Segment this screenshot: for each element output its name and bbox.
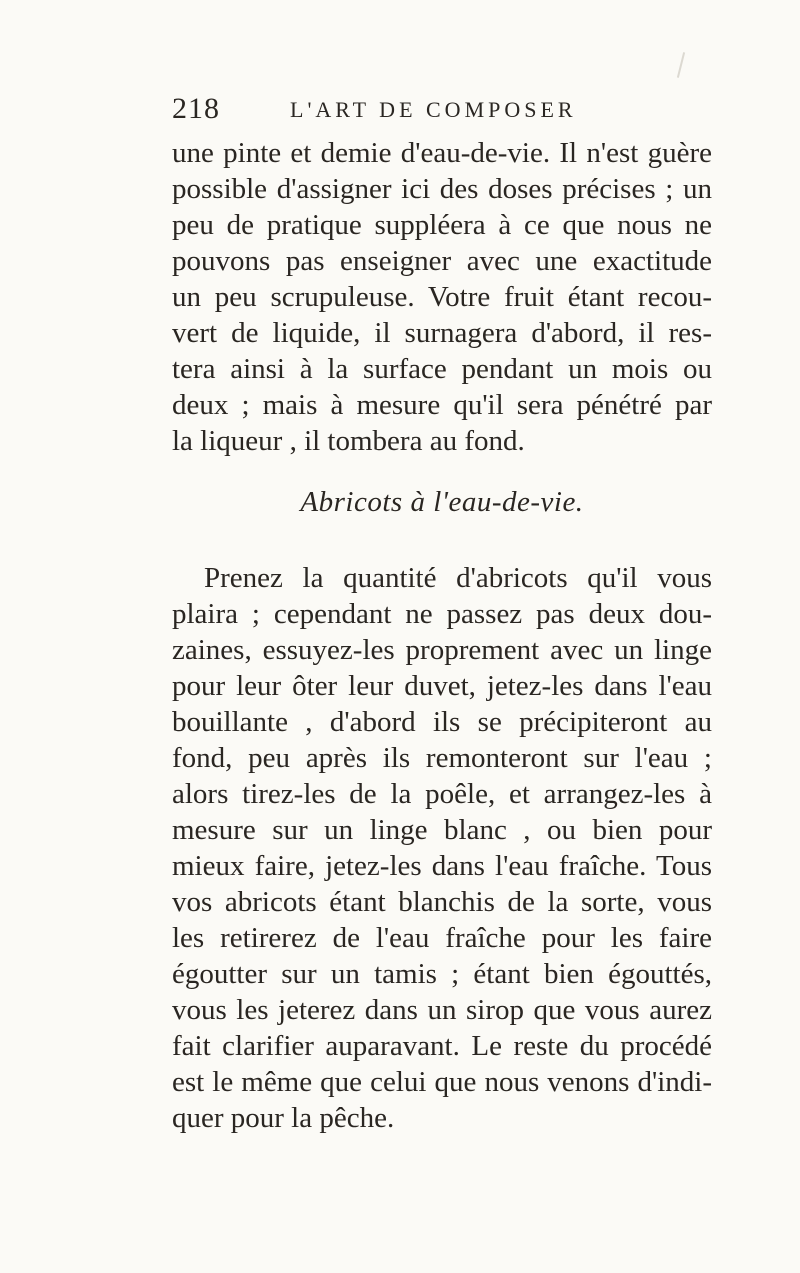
text-line: pour leur ôter leur duvet, jetez-les dans l'eau: [172, 670, 712, 702]
text-line: égoutter sur un tamis ; étant bien égouttés,: [172, 958, 712, 990]
running-head: [172, 92, 712, 126]
text-line: peu de pratique suppléera à ce que nous ne: [172, 209, 712, 241]
section-heading: Abricots à l'eau-de-vie.: [300, 486, 584, 518]
text-line: alors tirez-les de la poêle, et arrangez-les à: [172, 778, 712, 810]
text-line: mieux faire, jetez-les dans l'eau fraîche. Tous: [172, 850, 712, 882]
text-line: deux ; mais à mesure qu'il sera pénétré par: [172, 389, 712, 421]
text-line: la liqueur , il tombera au fond.: [172, 425, 525, 457]
text-line: bouillante , d'abord ils se précipiteront au: [172, 706, 712, 738]
text-line: vous les jeterez dans un sirop que vous aurez: [172, 994, 712, 1026]
text-line: zaines, essuyez-les proprement avec un linge: [172, 634, 712, 666]
page-number: 218: [172, 92, 220, 125]
text-line: est le même que celui que nous venons d'indi-: [172, 1066, 712, 1098]
text-line: quer pour la pêche.: [172, 1102, 395, 1134]
text-line: possible d'assigner ici des doses précises ; un: [172, 173, 712, 205]
text-line: fond, peu après ils remonteront sur l'eau ;: [172, 742, 712, 774]
text-line: un peu scrupuleuse. Votre fruit étant recou-: [172, 281, 712, 313]
text-line: tera ainsi à la surface pendant un mois ou: [172, 353, 712, 385]
text-line: vos abricots étant blanchis de la sorte, vous: [172, 886, 712, 918]
text-line: pouvons pas enseigner avec une exactitude: [172, 245, 712, 277]
text-line: vert de liquide, il surnagera d'abord, il res-: [172, 317, 712, 349]
text-line: Prenez la quantité d'abricots qu'il vous: [204, 562, 712, 594]
text-line: mesure sur un linge blanc , ou bien pour: [172, 814, 712, 846]
page-edge-mark: [677, 52, 685, 78]
text-line: plaira ; cependant ne passez pas deux dou-: [172, 598, 712, 630]
text-line: fait clarifier auparavant. Le reste du procédé: [172, 1030, 712, 1062]
text-line: une pinte et demie d'eau-de-vie. Il n'est guère: [172, 137, 712, 169]
running-title: L'ART DE COMPOSER: [290, 97, 577, 122]
text-line: les retirerez de l'eau fraîche pour les faire: [172, 922, 712, 954]
